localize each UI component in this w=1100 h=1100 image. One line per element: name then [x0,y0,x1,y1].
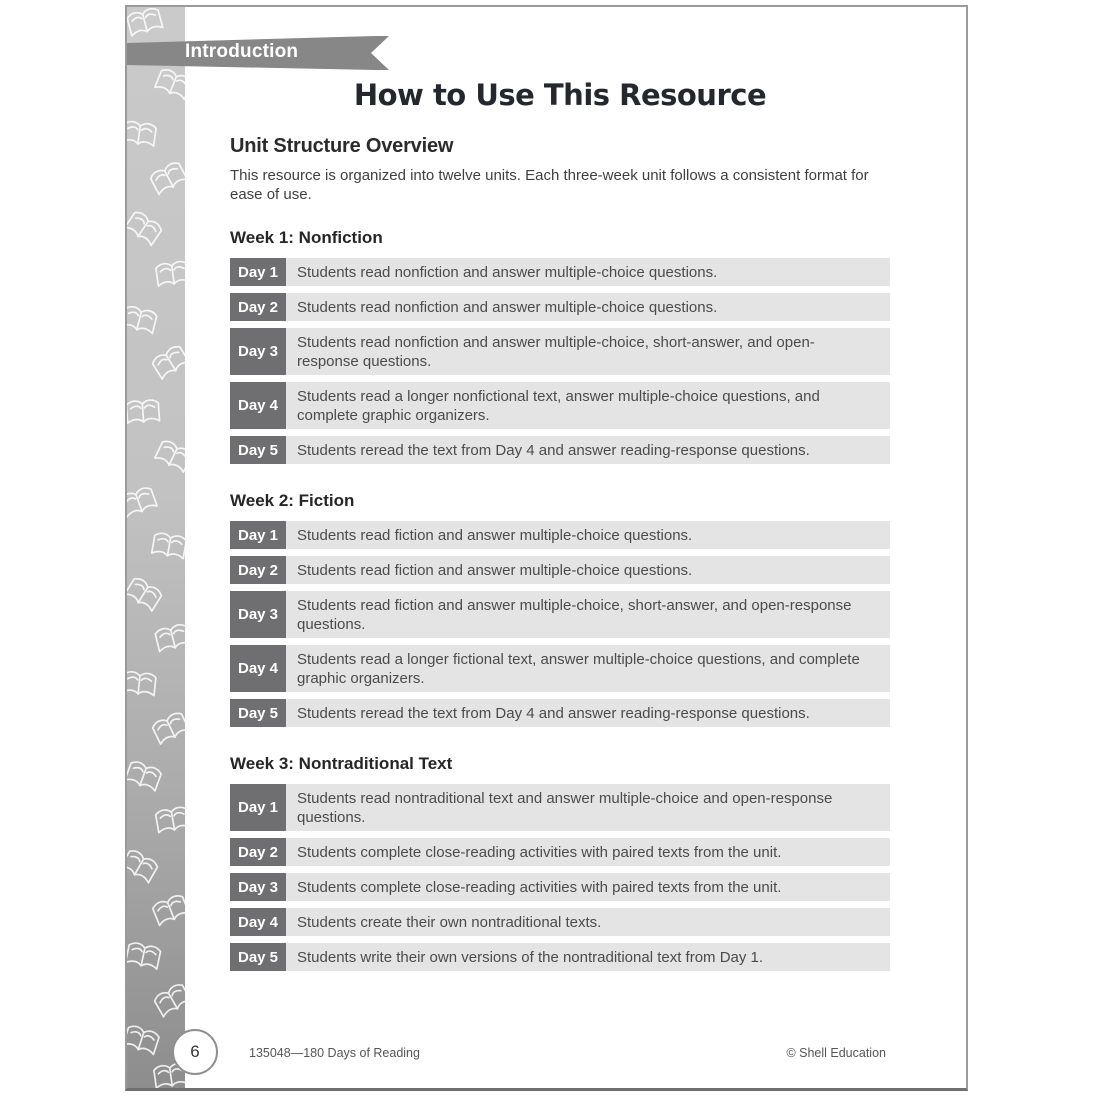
footer-copyright: © Shell Education [786,1046,886,1060]
day-description [286,784,890,831]
day-badge: Day 2 [230,556,286,584]
day-description-text: Students read fiction and answer multiple-choice questions. [297,561,693,579]
day-badge: Day 4 [230,908,286,936]
day-badge: Day 3 [230,873,286,901]
table-row [230,328,890,375]
day-description [286,908,890,936]
table-row [230,699,890,727]
day-badge: Day 1 [230,258,286,286]
day-description [286,645,890,692]
day-description [286,293,890,321]
day-description-text: Students read nonfiction and answer multiple-choice, short-answer, and open-response questions. [297,333,815,370]
day-description [286,382,890,429]
day-description [286,556,890,584]
day-description-text: Students complete close-reading activities with paired texts from the unit. [297,843,782,861]
page-title: How to Use This Resource [353,78,767,112]
day-badge: Day 5 [230,943,286,971]
page-number: 6 [190,1042,200,1061]
overview-heading: Unit Structure Overview [230,135,454,157]
day-description-text: Students read fiction and answer multiple-choice questions. [297,526,693,544]
week-2-heading: Week 2: Fiction [230,491,355,510]
table-row [230,521,890,549]
day-badge: Day 5 [230,436,286,464]
day-description [286,838,890,866]
page-content [230,7,890,978]
table-row [230,591,890,638]
day-description [286,258,890,286]
table-row [230,943,890,971]
day-description-text: Students complete close-reading activities with paired texts from the unit. [297,878,782,896]
day-badge: Day 2 [230,838,286,866]
day-description-text: Students read nonfiction and answer multiple-choice questions. [297,298,718,316]
day-description-text: Students write their own versions of the nontraditional text from Day 1. [297,948,764,966]
week-1-heading: Week 1: Nonfiction [230,228,383,247]
day-description-text: Students reread the text from Day 4 and answer reading-response questions. [297,441,810,459]
table-row [230,556,890,584]
day-description-text: Students read nonfiction and answer multiple-choice questions. [297,263,718,281]
day-description-text: Students read a longer nonfictional text, answer multiple-choice questions, and complete graphic organizers. [297,387,820,424]
table-row [230,382,890,429]
book-page [125,5,968,1091]
day-description [286,591,890,638]
day-description [286,328,890,375]
day-description [286,873,890,901]
day-description [286,699,890,727]
week-1-section [230,228,890,464]
day-badge: Day 3 [230,328,286,375]
table-row [230,258,890,286]
table-row [230,293,890,321]
day-badge: Day 1 [230,521,286,549]
week-3-heading: Week 3: Nontraditional Text [230,754,453,773]
day-description [286,943,890,971]
week-2-section [230,491,890,727]
footer-imprint: 135048—180 Days of Reading [249,1046,420,1060]
overview-text: This resource is organized into twelve units. Each three-week unit follows a consistent format for ease of use. [230,167,869,203]
day-badge: Day 3 [230,591,286,638]
day-description-text: Students reread the text from Day 4 and answer reading-response questions. [297,704,810,722]
table-row [230,436,890,464]
page-number-badge [172,1029,218,1075]
day-description-text: Students read nontraditional text and answer multiple-choice and open-response questions. [297,789,833,826]
sidebar-book-pattern [127,7,185,1088]
day-badge: Day 4 [230,645,286,692]
introduction-ribbon [127,35,389,71]
open-book-icon [127,7,185,1088]
week-3-section [230,754,890,971]
table-row [230,873,890,901]
banner-label: Introduction [185,41,299,62]
table-row [230,645,890,692]
day-badge: Day 5 [230,699,286,727]
day-description [286,436,890,464]
table-row [230,908,890,936]
day-description-text: Students read fiction and answer multiple-choice, short-answer, and open-response questions. [297,596,852,633]
day-description-text: Students create their own nontraditional texts. [297,913,602,931]
day-description-text: Students read a longer fictional text, answer multiple-choice questions, and complete graphic organizers. [297,650,860,687]
table-row [230,784,890,831]
day-badge: Day 2 [230,293,286,321]
day-description [286,521,890,549]
table-row [230,838,890,866]
day-badge: Day 1 [230,784,286,831]
day-badge: Day 4 [230,382,286,429]
